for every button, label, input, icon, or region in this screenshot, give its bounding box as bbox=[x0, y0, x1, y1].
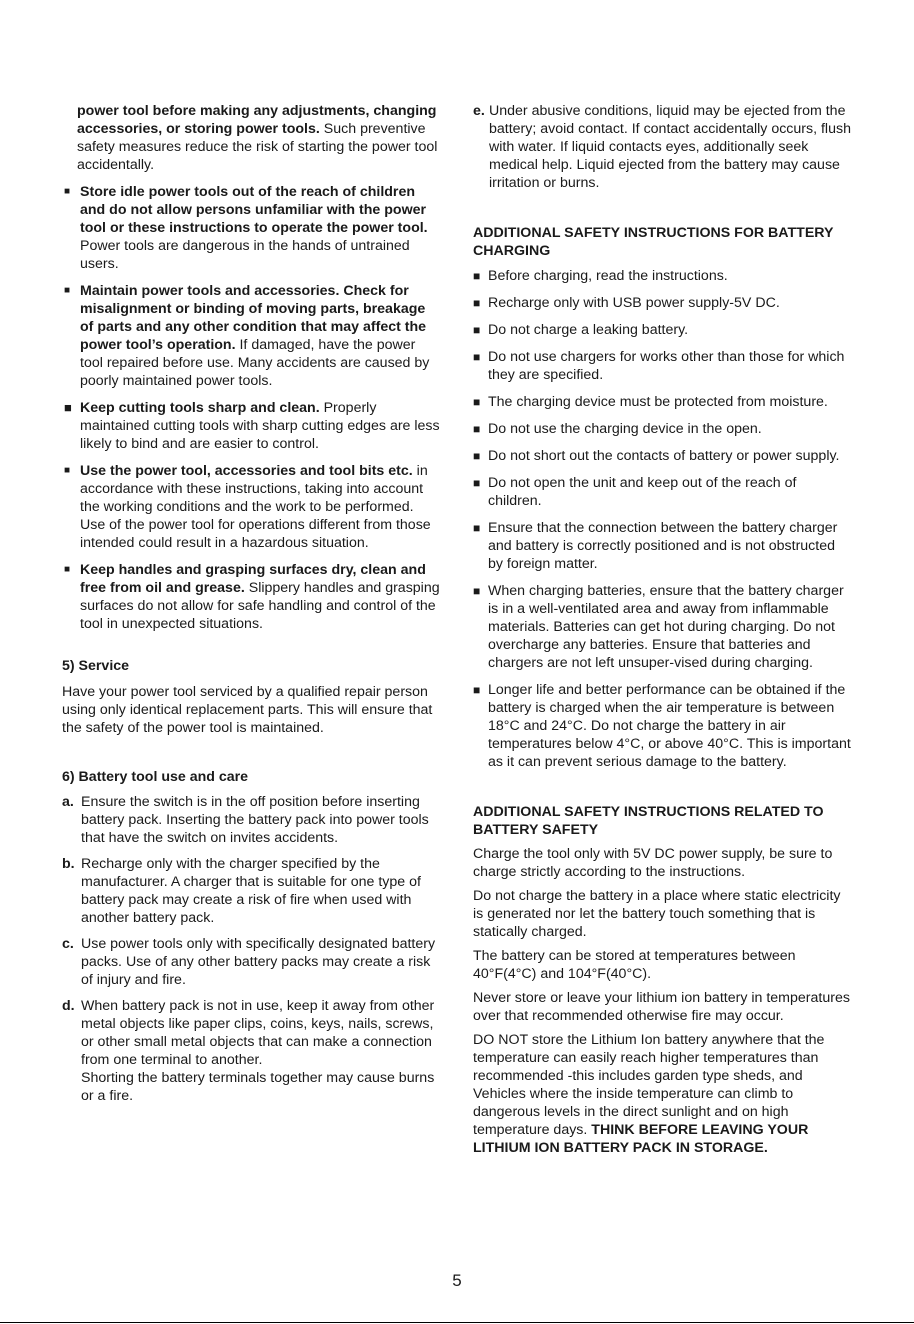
item-text: Recharge only with the charger specified by the manufacturer. A charger that is suitable for one type of battery pack may create a risk of fire when used with another battery pack. bbox=[81, 856, 421, 926]
bullet-text: Do not use the charging device in the open. bbox=[488, 421, 762, 437]
service-heading: 5) Service bbox=[62, 658, 130, 674]
item-letter: a. bbox=[62, 794, 74, 810]
lettered-item bbox=[62, 935, 442, 989]
bullet-text: Do not charge a leaking battery. bbox=[488, 322, 689, 338]
bullet-text: Do not open the unit and keep out of the reach of children. bbox=[488, 475, 797, 509]
bullet-bold-text: Keep handles and grasping surfaces dry, clean and free from oil and grease. bbox=[80, 562, 426, 596]
right-column bbox=[473, 102, 853, 1157]
bullet-bold-text: Use the power tool, accessories and tool bits etc. bbox=[80, 463, 413, 479]
item-text: Under abusive conditions, liquid may be ejected from the battery; avoid contact. If contact accidentally occurs, flush with water. If liquid contacts eyes, additionally seek medical help. Liquid ejected from the battery may cause irritation or burns. bbox=[489, 103, 851, 191]
bullet-text: Slippery handles and grasping surfaces do not allow for safe handling and control of the tool in unexpected situations. bbox=[80, 580, 440, 632]
bullet-text: If damaged, have the power tool repaired before use. Many accidents are caused by poorly maintained power tools. bbox=[80, 337, 430, 389]
bullet-item bbox=[473, 420, 853, 438]
service-text: Have your power tool serviced by a qualified repair person using only identical replacement parts. This will ensure that the safety of the power tool is maintained. bbox=[62, 684, 433, 736]
item-letter: b. bbox=[62, 856, 75, 872]
square-bullet-icon: ■ bbox=[64, 465, 71, 476]
bullet-text: The charging device must be protected from moisture. bbox=[488, 394, 828, 410]
bullet-item bbox=[62, 561, 442, 633]
square-bullet-icon: ■ bbox=[473, 584, 481, 598]
bullet-text: in accordance with these instructions, taking into account the working conditions and the work to be performed. Use of the power tool for operations different from those intended could result in a hazardous situation. bbox=[80, 463, 431, 551]
bullet-text: Before charging, read the instructions. bbox=[488, 268, 728, 284]
square-bullet-icon: ■ bbox=[473, 476, 481, 490]
lettered-item bbox=[473, 102, 853, 192]
bullet-text: Do not use chargers for works other than those for which they are specified. bbox=[488, 349, 845, 383]
square-bullet-icon: ■ bbox=[473, 395, 481, 409]
item-letter: c. bbox=[62, 936, 74, 952]
safety-paragraph: Do not charge the battery in a place where static electricity is generated nor let the battery touch something that is statically charged. bbox=[473, 888, 841, 940]
square-bullet-icon: ■ bbox=[473, 449, 481, 463]
bullet-bold-text: Keep cutting tools sharp and clean. bbox=[80, 400, 320, 416]
bullet-item bbox=[473, 294, 853, 312]
lettered-item bbox=[62, 793, 442, 847]
safety-paragraph: Charge the tool only with 5V DC power supply, be sure to charge strictly according to the instructions. bbox=[473, 846, 833, 880]
bullet-item bbox=[473, 519, 853, 573]
battery-care-heading: 6) Battery tool use and care bbox=[62, 769, 249, 785]
item-text: Ensure the switch is in the off position before inserting battery pack. Inserting the battery pack into power tools that have the switch on invites accidents. bbox=[81, 794, 429, 846]
item-letter: e. bbox=[473, 103, 485, 119]
square-bullet-icon: ■ bbox=[473, 422, 481, 436]
bullet-item bbox=[473, 267, 853, 285]
bullet-item bbox=[473, 681, 853, 771]
bullet-item bbox=[473, 474, 853, 510]
square-bullet-icon: ■ bbox=[64, 186, 71, 197]
bullet-item bbox=[473, 582, 853, 672]
bullet-item bbox=[473, 348, 853, 384]
bullet-text: Power tools are dangerous in the hands of untrained users. bbox=[80, 238, 410, 272]
bullet-item bbox=[473, 321, 853, 339]
storage-warning-bold: THINK BEFORE LEAVING YOUR LITHIUM ION BATTERY PACK IN STORAGE. bbox=[473, 1122, 809, 1156]
square-bullet-icon: ■ bbox=[473, 296, 481, 310]
bullet-text: Longer life and better performance can be obtained if the battery is charged when the air temperature is between 18°C and 24°C. Do not charge the battery in air temperatures below 4°C, or above 40°C. This is important as it can prevent serious damage to the battery. bbox=[488, 682, 851, 770]
bullet-item bbox=[62, 399, 442, 453]
storage-warning-paragraph bbox=[473, 1031, 853, 1157]
item-text: Use power tools only with specifically designated battery packs. Use of any other battery packs may create a risk of injury and fire. bbox=[81, 936, 436, 988]
battery-safety-heading: ADDITIONAL SAFETY INSTRUCTIONS RELATED TO BATTERY SAFETY bbox=[473, 804, 824, 838]
square-bullet-icon: ■ bbox=[64, 564, 71, 575]
square-bullet-icon: ■ bbox=[473, 323, 481, 337]
square-bullet-icon: ■ bbox=[473, 521, 481, 535]
bullet-bold-text: Store idle power tools out of the reach of children and do not allow persons unfamiliar with the power tool or these instructions to operate the power tool. bbox=[80, 184, 428, 236]
item-letter: d. bbox=[62, 998, 75, 1014]
left-column bbox=[62, 102, 442, 1113]
item-text: When battery pack is not in use, keep it away from other metal objects like paper clips, coins, keys, nails, screws, or other small metal objects that can make a connection from one terminal to another. bbox=[81, 998, 435, 1068]
bullet-item bbox=[62, 282, 442, 390]
bullet-text: Properly maintained cutting tools with sharp cutting edges are less likely to bind and are easier to control. bbox=[80, 400, 440, 452]
safety-paragraph: Never store or leave your lithium ion battery in temperatures over that recommended otherwise fire may occur. bbox=[473, 990, 850, 1024]
bullet-item bbox=[62, 462, 442, 552]
bullet-text: Do not short out the contacts of battery or power supply. bbox=[488, 448, 840, 464]
safety-paragraph: The battery can be stored at temperatures between 40°F(4°C) and 104°F(40°C). bbox=[473, 948, 796, 982]
bullet-text: Ensure that the connection between the battery charger and battery is correctly positioned and is not obstructed by foreign matter. bbox=[488, 520, 838, 572]
item-extra-text: Shorting the battery terminals together may cause burns or a fire. bbox=[81, 1070, 435, 1104]
square-bullet-icon: ■ bbox=[64, 285, 71, 296]
bullet-text: When charging batteries, ensure that the battery charger is in a well-ventilated area and away from inflammable materials. Batteries can get hot during charging. Do not overcharge any batteries. Ensure that batteries and chargers are not left unsuper-vised during charging. bbox=[488, 583, 844, 671]
bullet-text: Recharge only with USB power supply-5V DC. bbox=[488, 295, 780, 311]
square-bullet-icon: ■ bbox=[473, 350, 481, 364]
lettered-item bbox=[62, 855, 442, 927]
square-bullet-icon: ■ bbox=[64, 400, 72, 415]
square-bullet-icon: ■ bbox=[473, 269, 481, 283]
bullet-item bbox=[473, 447, 853, 465]
lettered-item bbox=[62, 997, 442, 1105]
storage-warning-text: DO NOT store the Lithium Ion battery anywhere that the temperature can easily reach higher temperatures than recommended -this includes garden type sheds, and Vehicles where the inside temperature can climb to dangerous levels in the direct sunlight and on high temperature days. bbox=[473, 1032, 825, 1138]
page-number: 5 bbox=[452, 1271, 462, 1290]
intro-paragraph bbox=[62, 102, 442, 174]
bottom-divider bbox=[0, 1322, 914, 1323]
intro-bold-text: power tool before making any adjustments, changing accessories, or storing power tools. bbox=[77, 103, 437, 137]
bullet-bold-text: Maintain power tools and accessories. Check for misalignment or binding of moving parts, breakage of parts and any other condition that may affect the power tool’s operation. bbox=[80, 283, 427, 353]
charging-heading: ADDITIONAL SAFETY INSTRUCTIONS FOR BATTERY CHARGING bbox=[473, 225, 834, 259]
bullet-item bbox=[62, 183, 442, 273]
bullet-item bbox=[473, 393, 853, 411]
intro-text: Such preventive safety measures reduce the risk of starting the power tool accidentally. bbox=[77, 121, 438, 173]
square-bullet-icon: ■ bbox=[473, 683, 481, 697]
